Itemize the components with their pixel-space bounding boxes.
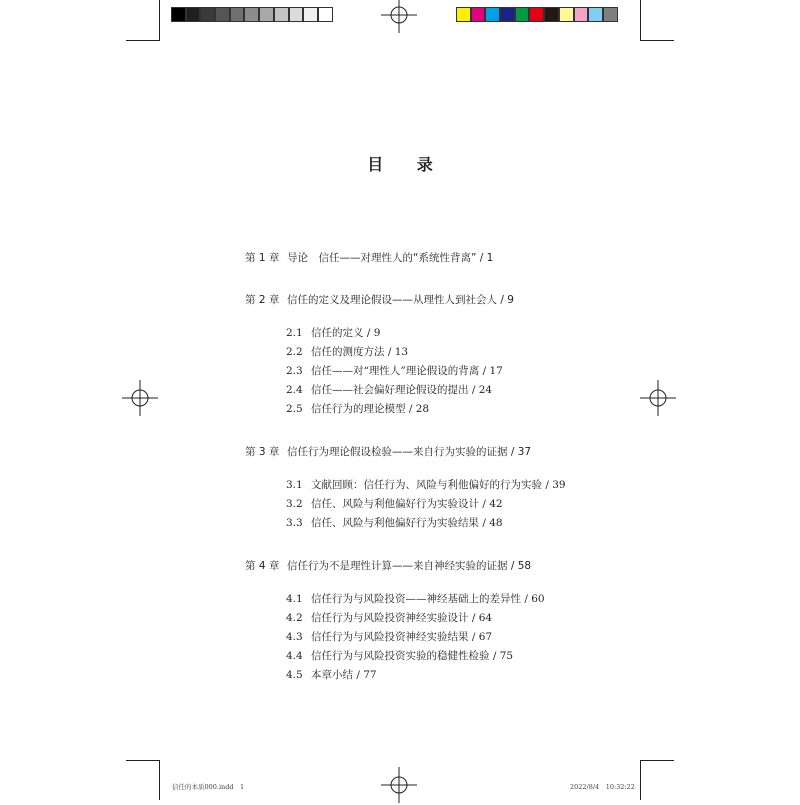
section-number: 4.1 — [286, 593, 303, 605]
section-number: 2.2 — [286, 346, 303, 358]
section-number: 3.2 — [286, 498, 303, 510]
section-title: 信任行为与风险投资神经实验设计 / 64 — [311, 612, 493, 624]
footer-timestamp: 2022/8/4 10:32:22 — [570, 783, 635, 791]
section-entry[interactable] — [286, 515, 503, 530]
section-entry[interactable] — [286, 401, 429, 416]
chapter-number: 第 4 章 — [245, 560, 280, 572]
section-title: 信任的测度方法 / 13 — [311, 346, 409, 358]
section-number: 4.3 — [286, 631, 303, 643]
chapter-title: 信任行为不是理性计算——来自神经实验的证据 / 58 — [287, 560, 532, 572]
section-title: 信任、风险与利他偏好行为实验结果 / 48 — [311, 517, 503, 529]
chapter-number: 第 2 章 — [245, 294, 280, 306]
chapter-title: 信任行为理论假设检验——来自行为实验的证据 / 37 — [287, 446, 532, 458]
section-title: 信任行为与风险投资神经实验结果 / 67 — [311, 631, 493, 643]
section-title: 文献回顾：信任行为、风险与利他偏好的行为实验 / 39 — [311, 479, 566, 491]
section-title: 信任、风险与利他偏好行为实验设计 / 42 — [311, 498, 503, 510]
chapter-entry[interactable] — [245, 558, 531, 573]
section-title: 本章小结 / 77 — [311, 669, 377, 681]
section-number: 2.1 — [286, 327, 303, 339]
chapter-entry[interactable] — [245, 250, 493, 265]
section-title: 信任行为与风险投资实验的稳健性检验 / 75 — [311, 650, 514, 662]
footer-file-name: 信任的本质000.indd 1 — [172, 783, 245, 791]
chapter-entry[interactable] — [245, 444, 531, 459]
section-entry[interactable] — [286, 344, 408, 359]
section-title: 信任行为的理论模型 / 28 — [311, 403, 430, 415]
section-number: 4.5 — [286, 669, 303, 681]
chapter-number: 第 1 章 — [245, 252, 280, 264]
section-entry[interactable] — [286, 477, 566, 492]
section-title: 信任——对“理性人”理论假设的背离 / 17 — [311, 365, 503, 377]
section-entry[interactable] — [286, 363, 503, 378]
section-entry[interactable] — [286, 496, 503, 511]
section-entry[interactable] — [286, 629, 492, 644]
section-title: 信任的定义 / 9 — [311, 327, 381, 339]
chapter-title: 导论 信任——对理性人的“系统性背离” / 1 — [287, 252, 494, 264]
section-number: 4.4 — [286, 650, 303, 662]
section-entry[interactable] — [286, 648, 513, 663]
section-number: 2.5 — [286, 403, 303, 415]
section-entry[interactable] — [286, 667, 377, 682]
section-number: 3.1 — [286, 479, 303, 491]
section-entry[interactable] — [286, 382, 492, 397]
section-number: 2.3 — [286, 365, 303, 377]
section-number: 3.3 — [286, 517, 303, 529]
section-title: 信任行为与风险投资——神经基础上的差异性 / 60 — [311, 593, 545, 605]
section-entry[interactable] — [286, 610, 492, 625]
section-number: 4.2 — [286, 612, 303, 624]
chapter-title: 信任的定义及理论假设——从理性人到社会人 / 9 — [287, 294, 514, 306]
chapter-entry[interactable] — [245, 292, 514, 307]
section-entry[interactable] — [286, 591, 545, 606]
section-entry[interactable] — [286, 325, 380, 340]
chapter-number: 第 3 章 — [245, 446, 280, 458]
page-title: 目 录 — [367, 155, 447, 174]
section-number: 2.4 — [286, 384, 303, 396]
section-title: 信任——社会偏好理论假设的提出 / 24 — [311, 384, 493, 396]
